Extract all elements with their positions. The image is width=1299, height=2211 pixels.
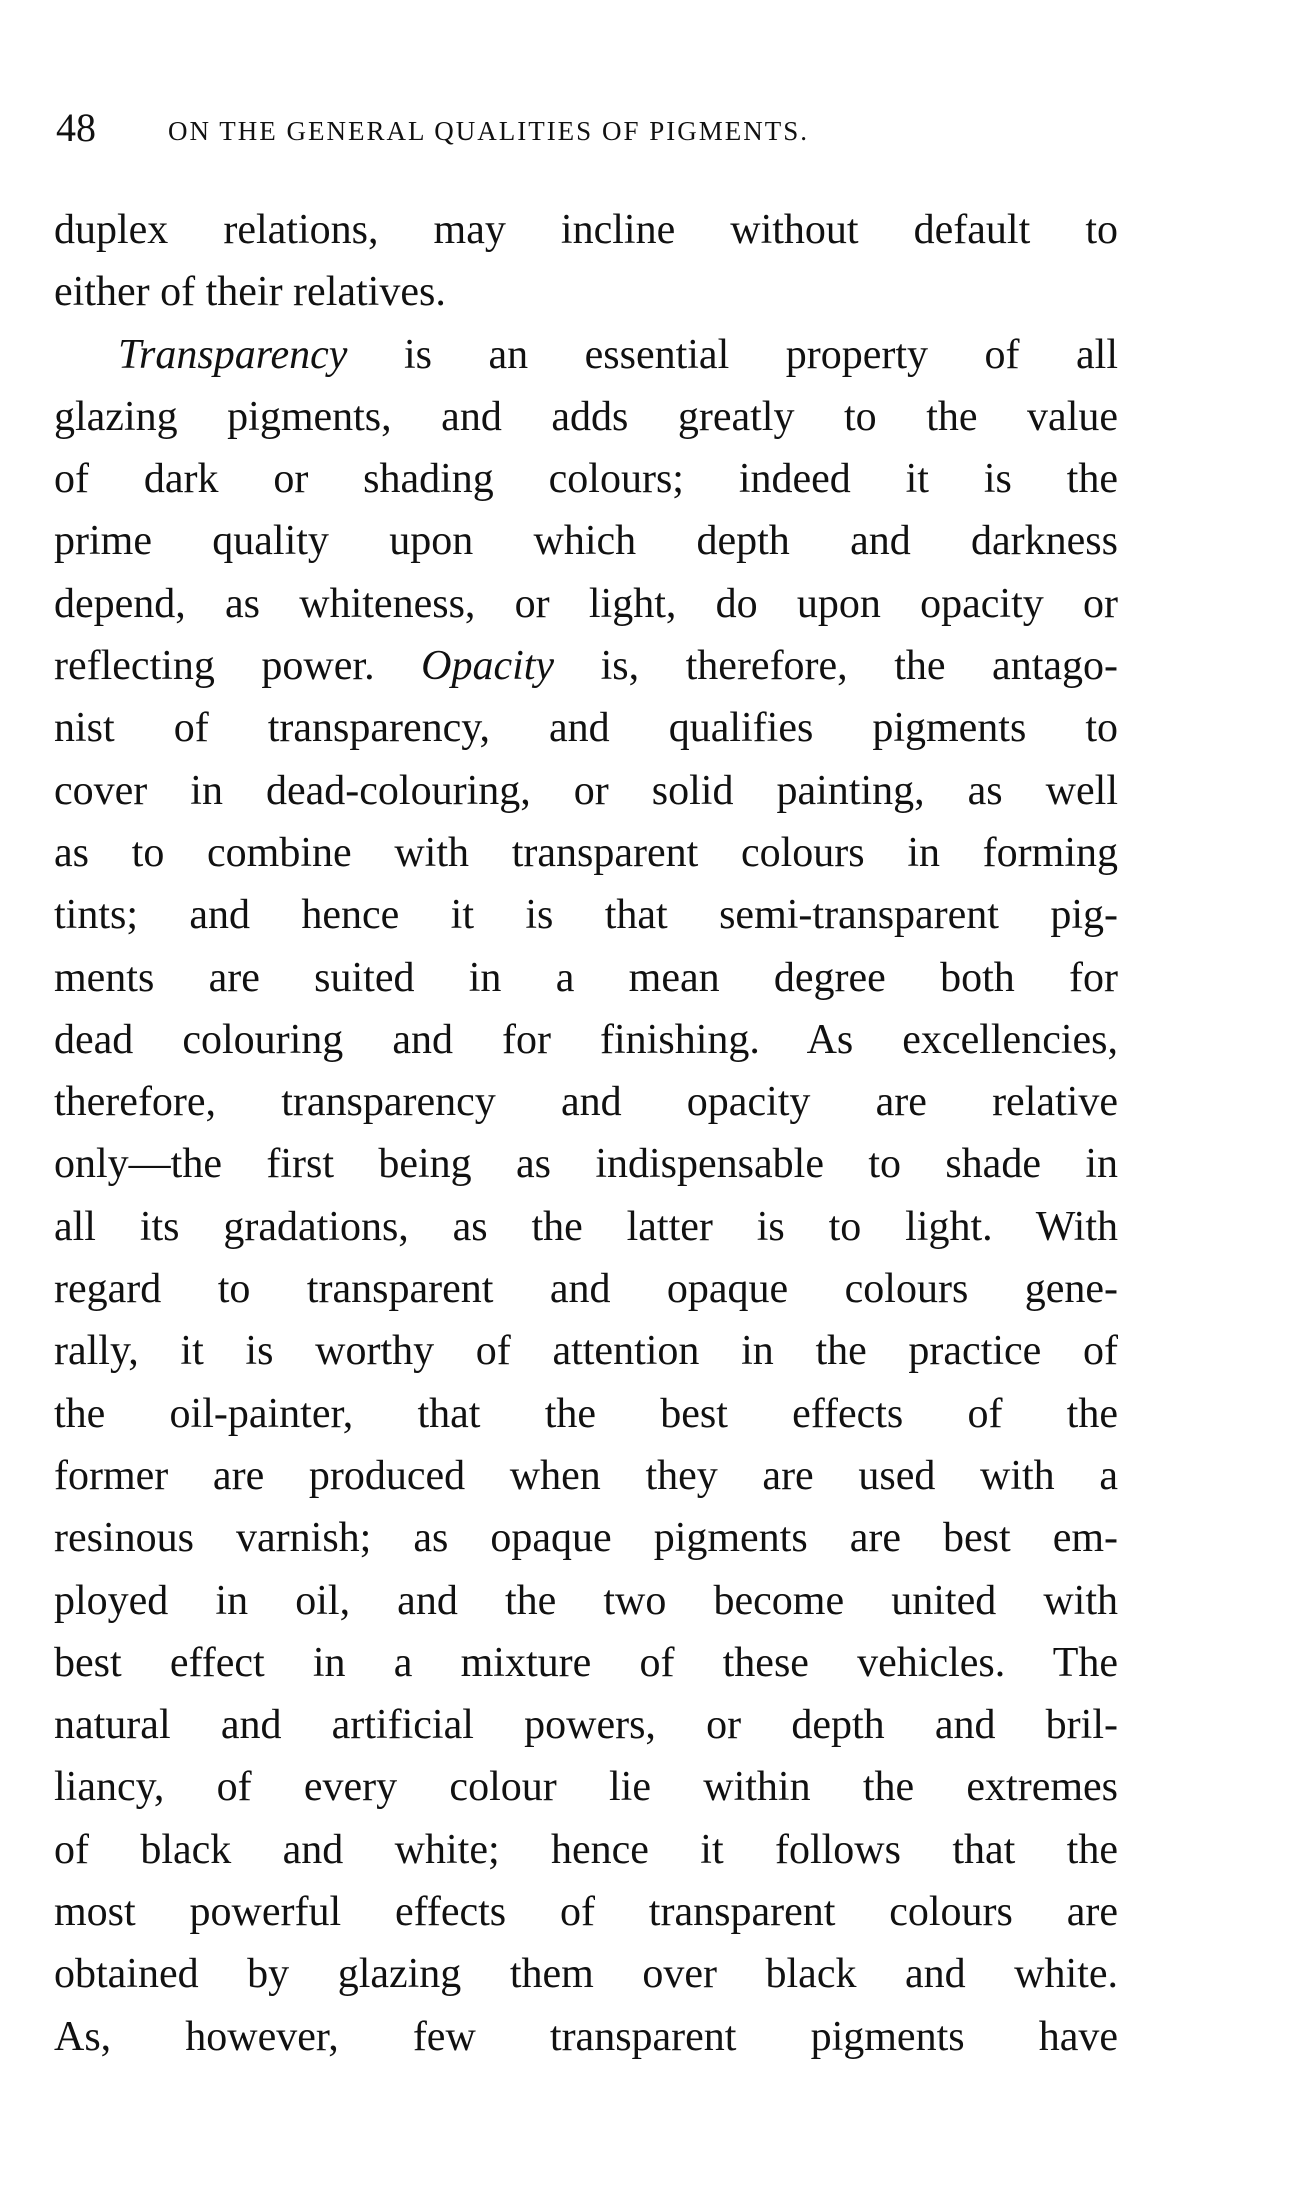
text-line <box>54 1383 1118 1445</box>
text-segment: depend, as whiteness, or light, do upon opacity or <box>54 580 1118 627</box>
text-segment: regard to transparent and opaque colours gene- <box>54 1266 1118 1313</box>
text-line <box>54 760 1118 822</box>
text-line <box>54 386 1118 448</box>
text-line <box>54 448 1118 510</box>
text-line <box>54 697 1118 759</box>
text-segment: duplex relations, may incline without default to <box>54 207 1118 253</box>
text-segment: only—the first being as indispensable to shade in <box>54 1141 1118 1188</box>
text-segment: tints; and hence it is that semi-transparent pig- <box>54 892 1118 939</box>
text-line <box>54 1133 1118 1195</box>
text-line <box>54 1507 1118 1569</box>
text-line <box>54 1445 1118 1507</box>
text-segment: dead colouring and for finishing. As excellencies, <box>54 1016 1118 1063</box>
text-segment: as to combine with transparent colours in forming <box>54 829 1118 876</box>
text-line <box>54 822 1118 884</box>
text-segment: best effect in a mixture of these vehicles. The <box>54 1639 1118 1686</box>
text-segment: prime quality upon which depth and darkness <box>54 518 1118 565</box>
text-line <box>54 199 1118 261</box>
text-line <box>54 510 1118 572</box>
text-line <box>54 1632 1118 1694</box>
italic-term: Transparency <box>118 331 348 378</box>
text-segment: ployed in oil, and the two become united with <box>54 1577 1118 1624</box>
text-segment: is, therefore, the antago- <box>554 643 1118 690</box>
text-line <box>54 1694 1118 1756</box>
text-segment: liancy, of every colour lie within the extremes <box>54 1764 1118 1811</box>
text-line <box>54 1258 1118 1320</box>
text-segment: former are produced when they are used with a <box>54 1452 1118 1499</box>
text-segment: most powerful effects of transparent colours are <box>54 1889 1118 1936</box>
text-line <box>54 1570 1118 1632</box>
page-number: 48 <box>56 105 96 150</box>
text-line <box>54 1196 1118 1258</box>
text-segment: nist of transparency, and qualifies pigments to <box>54 705 1118 752</box>
text-segment: reflecting power. <box>54 643 422 690</box>
text-segment: cover in dead-colouring, or solid painting, as well <box>54 767 1118 814</box>
text-segment: all its gradations, as the latter is to light. With <box>54 1203 1118 1250</box>
text-line <box>54 1071 1118 1133</box>
text-segment: resinous varnish; as opaque pigments are best em- <box>54 1515 1118 1562</box>
text-segment: of dark or shading colours; indeed it is the <box>54 456 1118 503</box>
text-line <box>54 1881 1118 1943</box>
text-line <box>54 573 1118 635</box>
text-segment: ments are suited in a mean degree both for <box>54 954 1118 1001</box>
text-line <box>54 1756 1118 1818</box>
text-line <box>54 635 1118 697</box>
text-line <box>54 261 1118 323</box>
text-segment: of black and white; hence it follows that the <box>54 1826 1118 1873</box>
text-segment: therefore, transparency and opacity are relative <box>54 1079 1118 1126</box>
text-line <box>54 324 1118 386</box>
text-line <box>54 1943 1118 2005</box>
body-text <box>54 199 1118 2068</box>
text-segment: either of their relatives. <box>54 269 446 316</box>
text-line <box>54 1009 1118 1071</box>
running-title: ON THE GENERAL QUALITIES OF PIGMENTS. <box>168 116 809 146</box>
text-segment: rally, it is worthy of attention in the practice of <box>54 1328 1118 1375</box>
italic-term: Opacity <box>421 643 555 690</box>
text-line <box>54 884 1118 946</box>
text-segment: obtained by glazing them over black and white. <box>54 1951 1118 1998</box>
text-line <box>54 1320 1118 1382</box>
text-line <box>54 2006 1118 2068</box>
text-line <box>54 1819 1118 1881</box>
running-header <box>56 104 1116 154</box>
text-segment: is an essential property of all <box>347 331 1118 378</box>
text-segment: glazing pigments, and adds greatly to the value <box>54 393 1118 440</box>
text-segment: the oil-painter, that the best effects of the <box>54 1390 1118 1437</box>
text-segment: natural and artificial powers, or depth and bril- <box>54 1702 1118 1749</box>
text-segment: As, however, few transparent pigments have <box>54 2013 1118 2060</box>
text-line <box>54 947 1118 1009</box>
